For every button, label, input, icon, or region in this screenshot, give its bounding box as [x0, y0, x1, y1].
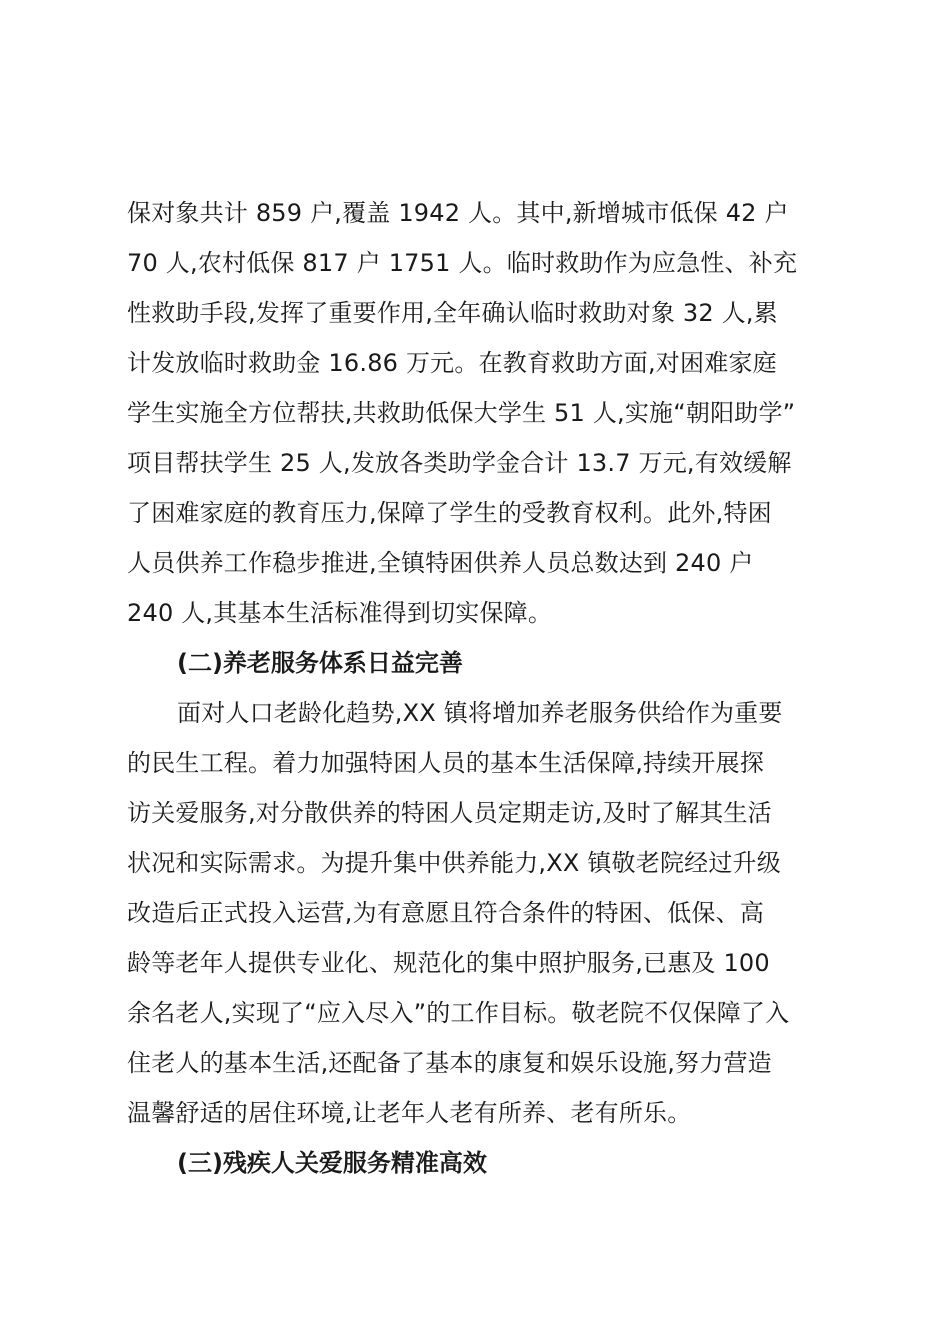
text-line: 计发放临时救助金 16.86 万元。在教育救助方面,对困难家庭 — [127, 349, 777, 377]
text-line: 状况和实际需求。为提升集中供养能力,XX 镇敬老院经过升级 — [127, 849, 781, 877]
section-heading-elderly-care: (二)养老服务体系日益完善 — [177, 649, 463, 677]
text-line: 项目帮扶学生 25 人,发放各类助学金合计 13.7 万元,有效缓解 — [127, 449, 792, 477]
text-line: 保对象共计 859 户,覆盖 1942 人。其中,新增城市低保 42 户 — [127, 199, 789, 227]
paragraph-social-assistance — [127, 188, 827, 638]
text-line: 余名老人,实现了“应入尽入”的工作目标。敬老院不仅保障了入 — [127, 999, 790, 1027]
text-line: 面对人口老龄化趋势,XX 镇将增加养老服务供给作为重要 — [177, 699, 783, 727]
text-line: 性救助手段,发挥了重要作用,全年确认临时救助对象 32 人,累 — [127, 299, 778, 327]
text-line: 70 人,农村低保 817 户 1751 人。临时救助作为应急性、补充 — [127, 249, 798, 277]
section-heading-disability-services: (三)残疾人关爱服务精准高效 — [177, 1149, 487, 1177]
text-line: 了困难家庭的教育压力,保障了学生的受教育权利。此外,特困 — [127, 499, 772, 527]
paragraph-elderly-care — [127, 688, 827, 1138]
text-line: 人员供养工作稳步推进,全镇特困供养人员总数达到 240 户 — [127, 549, 754, 577]
text-line: 龄等老年人提供专业化、规范化的集中照护服务,已惠及 100 — [127, 949, 770, 977]
text-line: 学生实施全方位帮扶,共救助低保大学生 51 人,实施“朝阳助学” — [127, 399, 796, 427]
text-line: 访关爱服务,对分散供养的特困人员定期走访,及时了解其生活 — [127, 799, 772, 827]
text-line: 的民生工程。着力加强特困人员的基本生活保障,持续开展探 — [127, 749, 765, 777]
text-line: 改造后正式投入运营,为有意愿且符合条件的特困、低保、高 — [127, 899, 765, 927]
text-line: 240 人,其基本生活标准得到切实保障。 — [127, 599, 553, 627]
text-line: 温馨舒适的居住环境,让老年人老有所养、老有所乐。 — [127, 1099, 692, 1127]
document-body — [127, 188, 827, 1188]
text-line: 住老人的基本生活,还配备了基本的康复和娱乐设施,努力营造 — [127, 1049, 772, 1077]
